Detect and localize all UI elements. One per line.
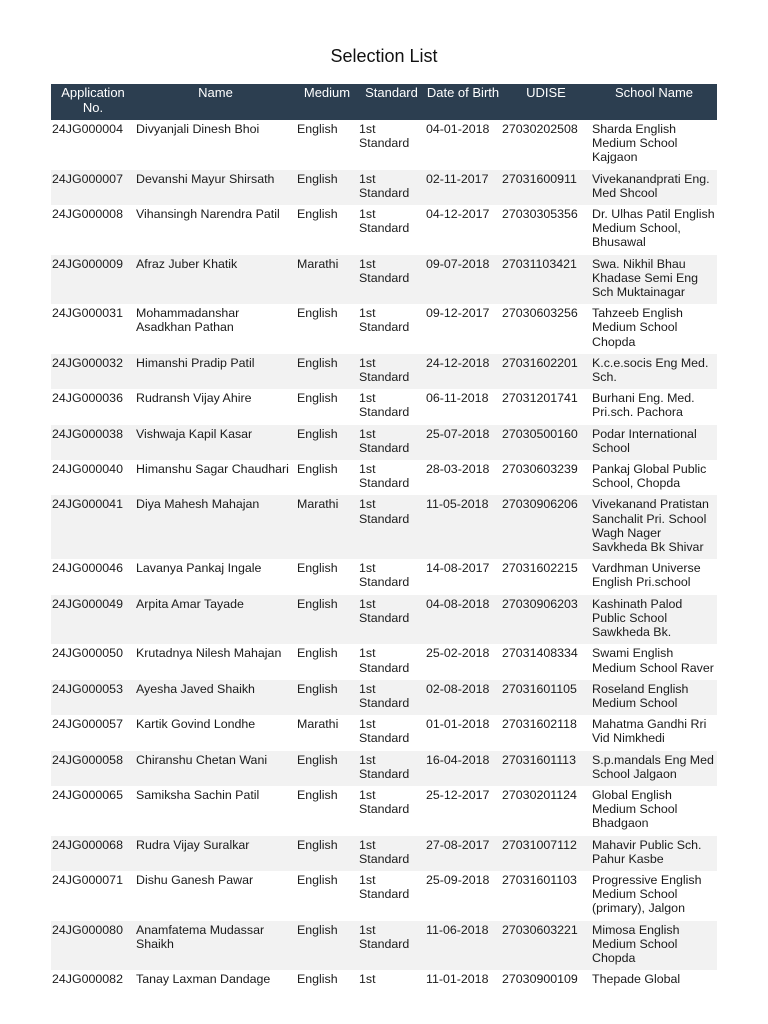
cell-application-no: 24JG000046 (51, 559, 135, 594)
cell-application-no: 24JG000053 (51, 680, 135, 715)
cell-application-no: 24JG000068 (51, 836, 135, 871)
cell-standard: 1st Standard (358, 871, 425, 921)
cell-name: Krutadnya Nilesh Mahajan (135, 644, 296, 679)
cell-medium: English (296, 680, 358, 715)
cell-medium: English (296, 871, 358, 921)
cell-application-no: 24JG000065 (51, 786, 135, 836)
cell-date-of-birth: 25-12-2017 (425, 786, 501, 836)
cell-application-no: 24JG000031 (51, 304, 135, 354)
table-row (51, 871, 717, 921)
cell-standard: 1st Standard (358, 120, 425, 170)
header-medium: Medium (296, 84, 358, 120)
cell-standard: 1st Standard (358, 644, 425, 679)
cell-standard: 1st Standard (358, 304, 425, 354)
cell-udise: 27031602201 (501, 354, 591, 389)
table-row (51, 389, 717, 424)
cell-standard: 1st Standard (358, 751, 425, 786)
cell-medium: English (296, 460, 358, 495)
header-udise: UDISE (501, 84, 591, 120)
cell-name: Kartik Govind Londhe (135, 715, 296, 750)
cell-date-of-birth: 11-06-2018 (425, 921, 501, 971)
cell-date-of-birth: 27-08-2017 (425, 836, 501, 871)
cell-date-of-birth: 09-12-2017 (425, 304, 501, 354)
cell-school-name: Kashinath Palod Public School Sawkheda Bk. (591, 595, 717, 645)
cell-date-of-birth: 25-02-2018 (425, 644, 501, 679)
cell-medium: Marathi (296, 715, 358, 750)
cell-medium: English (296, 751, 358, 786)
table-row (51, 751, 717, 786)
cell-name: Arpita Amar Tayade (135, 595, 296, 645)
cell-date-of-birth: 11-05-2018 (425, 495, 501, 559)
cell-school-name: S.p.mandals Eng Med School Jalgaon (591, 751, 717, 786)
cell-name: Samiksha Sachin Patil (135, 786, 296, 836)
cell-medium: English (296, 836, 358, 871)
cell-name: Vishwaja Kapil Kasar (135, 425, 296, 460)
cell-medium: English (296, 970, 358, 991)
header-school-name: School Name (591, 84, 717, 120)
cell-medium: English (296, 205, 358, 255)
cell-medium: English (296, 304, 358, 354)
cell-name: Diya Mahesh Mahajan (135, 495, 296, 559)
cell-school-name: Tahzeeb English Medium School Chopda (591, 304, 717, 354)
cell-school-name: Dr. Ulhas Patil English Medium School, Bhusawal (591, 205, 717, 255)
cell-udise: 27031600911 (501, 170, 591, 205)
table-row (51, 495, 717, 559)
cell-name: Devanshi Mayur Shirsath (135, 170, 296, 205)
cell-medium: English (296, 644, 358, 679)
selection-table (51, 84, 717, 991)
table-row (51, 644, 717, 679)
cell-name: Dishu Ganesh Pawar (135, 871, 296, 921)
cell-name: Mohammadanshar Asadkhan Pathan (135, 304, 296, 354)
cell-standard: 1st Standard (358, 425, 425, 460)
cell-application-no: 24JG000049 (51, 595, 135, 645)
cell-name: Chiranshu Chetan Wani (135, 751, 296, 786)
cell-application-no: 24JG000004 (51, 120, 135, 170)
cell-name: Vihansingh Narendra Patil (135, 205, 296, 255)
cell-udise: 27030603256 (501, 304, 591, 354)
cell-standard: 1st Standard (358, 921, 425, 971)
table-row (51, 921, 717, 971)
cell-date-of-birth: 24-12-2018 (425, 354, 501, 389)
cell-udise: 27030900109 (501, 970, 591, 991)
cell-udise: 27031103421 (501, 255, 591, 305)
cell-application-no: 24JG000009 (51, 255, 135, 305)
cell-standard: 1st Standard (358, 170, 425, 205)
cell-udise: 27031201741 (501, 389, 591, 424)
cell-udise: 27031601103 (501, 871, 591, 921)
table-row (51, 120, 717, 170)
cell-standard: 1st Standard (358, 205, 425, 255)
cell-medium: English (296, 354, 358, 389)
header-application-no: Application No. (51, 84, 135, 120)
cell-school-name: Mahavir Public Sch. Pahur Kasbe (591, 836, 717, 871)
cell-date-of-birth: 14-08-2017 (425, 559, 501, 594)
cell-school-name: Swami English Medium School Raver (591, 644, 717, 679)
cell-udise: 27030906203 (501, 595, 591, 645)
cell-school-name: Pankaj Global Public School, Chopda (591, 460, 717, 495)
cell-application-no: 24JG000082 (51, 970, 135, 991)
cell-medium: English (296, 595, 358, 645)
table-row (51, 205, 717, 255)
cell-name: Himanshi Pradip Patil (135, 354, 296, 389)
cell-school-name: Global English Medium School Bhadgaon (591, 786, 717, 836)
table-row (51, 559, 717, 594)
cell-medium: English (296, 120, 358, 170)
cell-medium: English (296, 425, 358, 460)
cell-school-name: Mimosa English Medium School Chopda (591, 921, 717, 971)
cell-date-of-birth: 06-11-2018 (425, 389, 501, 424)
cell-application-no: 24JG000036 (51, 389, 135, 424)
cell-udise: 27031602215 (501, 559, 591, 594)
table-row (51, 680, 717, 715)
cell-name: Ayesha Javed Shaikh (135, 680, 296, 715)
cell-school-name: Burhani Eng. Med. Pri.sch. Pachora (591, 389, 717, 424)
cell-school-name: Progressive English Medium School (primary), Jalgon (591, 871, 717, 921)
cell-udise: 27030305356 (501, 205, 591, 255)
cell-application-no: 24JG000008 (51, 205, 135, 255)
cell-standard: 1st Standard (358, 786, 425, 836)
cell-medium: English (296, 389, 358, 424)
cell-name: Tanay Laxman Dandage (135, 970, 296, 991)
cell-date-of-birth: 04-12-2017 (425, 205, 501, 255)
cell-application-no: 24JG000038 (51, 425, 135, 460)
table-row (51, 170, 717, 205)
table-row (51, 836, 717, 871)
page-title: Selection List (330, 46, 438, 66)
cell-standard: 1st Standard (358, 354, 425, 389)
cell-name: Afraz Juber Khatik (135, 255, 296, 305)
cell-name: Anamfatema Mudassar Shaikh (135, 921, 296, 971)
cell-date-of-birth: 25-09-2018 (425, 871, 501, 921)
cell-udise: 27031408334 (501, 644, 591, 679)
cell-standard: 1st Standard (358, 559, 425, 594)
header-standard: Standard (358, 84, 425, 120)
table-row (51, 255, 717, 305)
cell-school-name: Vivekanand Pratistan Sanchalit Pri. School Wagh Nager Savkheda Bk Shivar (591, 495, 717, 559)
cell-date-of-birth: 09-07-2018 (425, 255, 501, 305)
cell-standard: 1st Standard (358, 836, 425, 871)
cell-application-no: 24JG000032 (51, 354, 135, 389)
table-row (51, 425, 717, 460)
table-row (51, 354, 717, 389)
cell-date-of-birth: 16-04-2018 (425, 751, 501, 786)
cell-medium: English (296, 786, 358, 836)
cell-udise: 27031601113 (501, 751, 591, 786)
cell-application-no: 24JG000041 (51, 495, 135, 559)
table-row (51, 786, 717, 836)
cell-school-name: Swa. Nikhil Bhau Khadase Semi Eng Sch Muktainagar (591, 255, 717, 305)
table-row (51, 304, 717, 354)
cell-standard: 1st Standard (358, 495, 425, 559)
cell-school-name: Vivekanandprati Eng. Med Shcool (591, 170, 717, 205)
cell-medium: Marathi (296, 255, 358, 305)
cell-application-no: 24JG000050 (51, 644, 135, 679)
cell-application-no: 24JG000040 (51, 460, 135, 495)
cell-medium: English (296, 559, 358, 594)
cell-name: Divyanjali Dinesh Bhoi (135, 120, 296, 170)
cell-standard: 1st Standard (358, 460, 425, 495)
table-row (51, 715, 717, 750)
cell-name: Rudransh Vijay Ahire (135, 389, 296, 424)
cell-school-name: K.c.e.socis Eng Med. Sch. (591, 354, 717, 389)
cell-date-of-birth: 01-01-2018 (425, 715, 501, 750)
cell-date-of-birth: 02-08-2018 (425, 680, 501, 715)
cell-standard: 1st Standard (358, 389, 425, 424)
header-name: Name (135, 84, 296, 120)
cell-udise: 27030603239 (501, 460, 591, 495)
table-row (51, 970, 717, 991)
cell-udise: 27031007112 (501, 836, 591, 871)
cell-standard: 1st Standard (358, 715, 425, 750)
cell-standard: 1st Standard (358, 255, 425, 305)
cell-school-name: Podar International School (591, 425, 717, 460)
cell-udise: 27031601105 (501, 680, 591, 715)
cell-name: Lavanya Pankaj Ingale (135, 559, 296, 594)
cell-application-no: 24JG000007 (51, 170, 135, 205)
cell-date-of-birth: 04-01-2018 (425, 120, 501, 170)
table-body (51, 120, 717, 991)
cell-medium: Marathi (296, 495, 358, 559)
cell-name: Rudra Vijay Suralkar (135, 836, 296, 871)
table-row (51, 595, 717, 645)
table-header-row (51, 84, 717, 120)
cell-udise: 27030906206 (501, 495, 591, 559)
cell-school-name: Vardhman Universe English Pri.school (591, 559, 717, 594)
cell-udise: 27030603221 (501, 921, 591, 971)
cell-application-no: 24JG000057 (51, 715, 135, 750)
cell-standard: 1st (358, 970, 425, 991)
cell-medium: English (296, 170, 358, 205)
cell-application-no: 24JG000071 (51, 871, 135, 921)
cell-date-of-birth: 02-11-2017 (425, 170, 501, 205)
cell-udise: 27030500160 (501, 425, 591, 460)
cell-date-of-birth: 04-08-2018 (425, 595, 501, 645)
cell-date-of-birth: 11-01-2018 (425, 970, 501, 991)
header-date-of-birth: Date of Birth (425, 84, 501, 120)
selection-table-container (51, 84, 717, 987)
table-row (51, 460, 717, 495)
cell-application-no: 24JG000080 (51, 921, 135, 971)
cell-date-of-birth: 28-03-2018 (425, 460, 501, 495)
cell-school-name: Mahatma Gandhi Rri Vid Nimkhedi (591, 715, 717, 750)
cell-school-name: Sharda English Medium School Kajgaon (591, 120, 717, 170)
cell-standard: 1st Standard (358, 680, 425, 715)
cell-school-name: Roseland English Medium School (591, 680, 717, 715)
cell-medium: English (296, 921, 358, 971)
cell-school-name: Thepade Global (591, 970, 717, 991)
cell-standard: 1st Standard (358, 595, 425, 645)
cell-date-of-birth: 25-07-2018 (425, 425, 501, 460)
cell-udise: 27031602118 (501, 715, 591, 750)
cell-udise: 27030201124 (501, 786, 591, 836)
cell-udise: 27030202508 (501, 120, 591, 170)
cell-name: Himanshu Sagar Chaudhari (135, 460, 296, 495)
cell-application-no: 24JG000058 (51, 751, 135, 786)
